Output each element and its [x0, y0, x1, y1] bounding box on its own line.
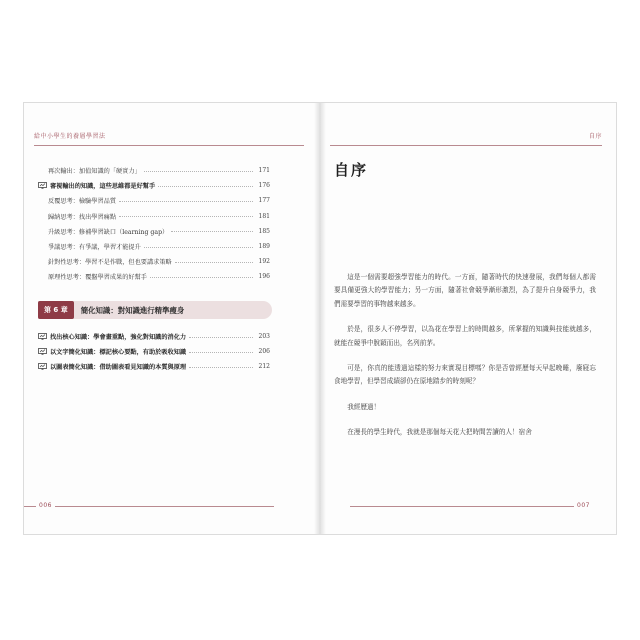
toc-list [38, 163, 270, 285]
toc-entry-title: 再次輸出：加值知識的「硬實力」 [48, 168, 141, 176]
toc-entry-page: 196 [258, 273, 270, 281]
toc-entry-page: 203 [258, 333, 270, 341]
monitor-icon [38, 333, 47, 340]
chapter-number-tag: 第 6 章 [38, 301, 74, 319]
footer-rule-left [24, 506, 274, 507]
dot-leader [119, 200, 253, 202]
dot-leader [175, 261, 253, 263]
toc-entry-title: 以文字簡化知識：標記核心要點，有助於吸收知識 [50, 349, 187, 357]
toc-entry-page: 177 [258, 197, 270, 205]
toc-entry-title: 爭議思考：有爭議，學習才能提升 [48, 244, 141, 252]
toc-entry-page: 212 [258, 363, 270, 371]
chapter-banner [38, 301, 272, 319]
toc-entry [38, 193, 270, 208]
dot-leader [144, 170, 253, 172]
toc-entry-page: 206 [258, 348, 270, 356]
book-spread [24, 103, 616, 534]
running-head-right: 自序 [588, 133, 602, 140]
dot-leader [189, 351, 253, 353]
running-head-left: 給中小學生的養層學習法 [34, 133, 106, 140]
toc-entry-title: 針對性思考：學習不是作戰，但也要講求策略 [48, 259, 172, 267]
header-rule-right [330, 145, 602, 146]
dot-leader [150, 276, 253, 278]
page-number-right: 007 [574, 502, 593, 509]
toc-entry-page: 185 [258, 227, 270, 235]
toc-entry [38, 359, 270, 374]
monitor-icon [38, 363, 47, 370]
paragraph: 於是，很多人不停學習，以為花在學習上的時間越多，所掌握的知識與技能就越多，就能在競爭中脫穎而出，名列前茅。 [334, 325, 596, 347]
toc-entry [38, 163, 270, 178]
book-gutter-shadow [314, 103, 326, 534]
toc-entry-page: 189 [258, 243, 270, 251]
toc-entry-title: 反覆思考：檢驗學習品質 [48, 198, 117, 206]
toc-entry-page: 192 [258, 258, 270, 266]
preface-body [334, 271, 596, 452]
paragraph: 這是一個需要超強學習能力的時代。一方面，隨著時代的快速發展，我們每個人都需要具備更強大的學習能力；另一方面，隨著社會競爭漸形激烈，為了提升自身競爭力，我們需要學習的事物越來越多。 [334, 273, 596, 308]
monitor-icon [38, 182, 47, 189]
dot-leader [158, 185, 253, 187]
toc-entry [38, 269, 270, 284]
toc-entry-page: 171 [258, 167, 270, 175]
dot-leader [189, 366, 253, 368]
preface-heading: 自序 [334, 161, 369, 179]
footer-rule-right [350, 506, 582, 507]
dot-leader [144, 246, 253, 248]
toc-entry [38, 344, 270, 359]
paragraph: 可是，你真的能透過這樣的努力來實現目標嗎？你是否曾經歷每天早起晚睡，廢寢忘食地學習，但學習成績卻仍在原地踏步的時刻呢？ [334, 364, 596, 386]
toc-entry-page: 176 [258, 182, 270, 190]
toc-entry [38, 254, 270, 269]
dot-leader [119, 215, 253, 217]
toc-entry-title: 找出核心知識：學會畫重點，強化對知識的消化力 [50, 334, 187, 342]
toc-entry [38, 329, 270, 344]
toc-entry-title: 原理性思考：覆盤學習成果的好幫手 [48, 274, 147, 282]
toc-entry [38, 239, 270, 254]
paragraph: 我經歷過！ [347, 402, 381, 411]
toc-entry [38, 224, 270, 239]
header-rule-left [34, 145, 304, 146]
chapter-toc-list [38, 329, 270, 375]
monitor-icon [38, 348, 47, 355]
toc-entry-title: 歸納思考：找出學習痛點 [48, 213, 117, 221]
chapter-title: 簡化知識：對知識進行精準瘦身 [80, 305, 185, 315]
page-number-left: 006 [36, 502, 55, 509]
right-page [320, 103, 616, 534]
toc-entry [38, 178, 270, 193]
toc-entry-page: 181 [258, 212, 270, 220]
left-page [24, 103, 320, 534]
toc-entry [38, 209, 270, 224]
toc-entry-title: 以圖表簡化知識：借助圖表看見知識的本質與原理 [50, 364, 187, 372]
dot-leader [189, 336, 253, 338]
toc-entry-title: 審視輸出的知識，這些思維都是好幫手 [50, 183, 156, 191]
dot-leader [171, 230, 253, 232]
toc-entry-title: 升級思考：修補學習缺口（learning gap） [48, 228, 169, 236]
paragraph: 在漫長的學生時代，我就是那個每天花大把時間苦讀的人！宿舍 [347, 428, 532, 437]
